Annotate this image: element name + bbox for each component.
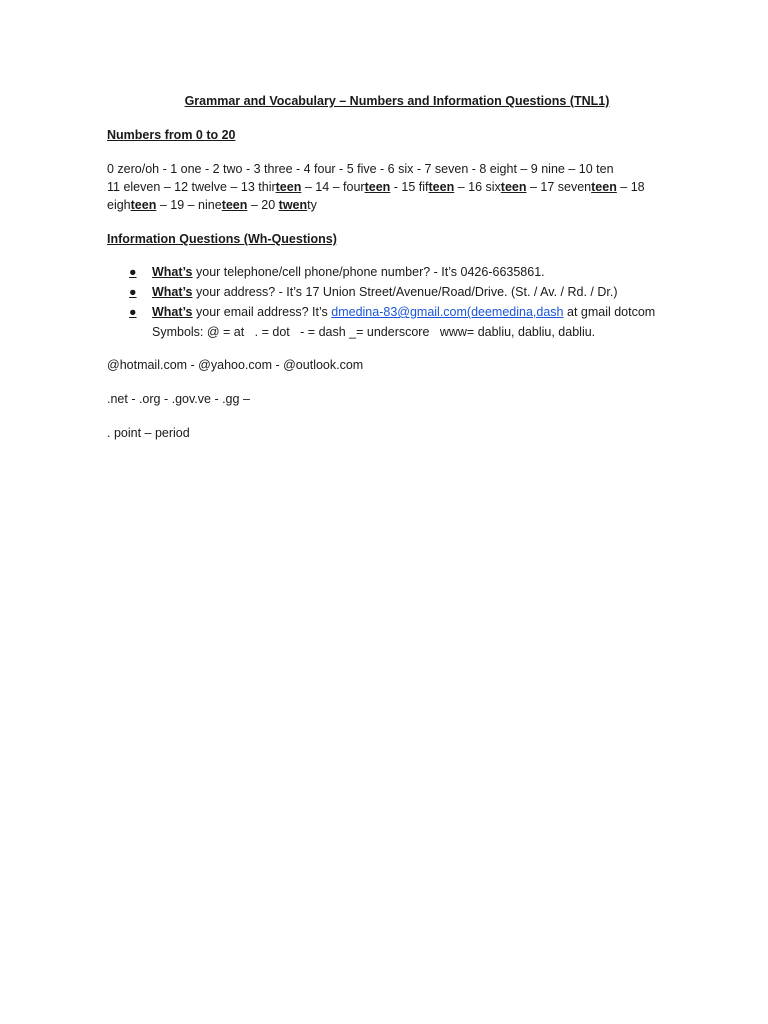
- numbers-line-2: [107, 178, 687, 196]
- text-run: - 15 fif: [390, 180, 429, 194]
- list-item: [107, 282, 687, 302]
- teen-suffix: teen: [275, 180, 302, 194]
- question-lead: What’s: [152, 265, 193, 279]
- teen-suffix: teen: [364, 180, 391, 194]
- bullet-icon: ●: [129, 285, 137, 299]
- symbols-line: Symbols: @ = at . = dot - = dash _= underscore www= dabliu, dabliu, dabliu.: [152, 325, 596, 339]
- question-text: your email address? It’s: [192, 305, 332, 319]
- tld-line: .net - .org - .gov.ve - .gg –: [107, 392, 250, 406]
- numbers-line-1: 0 zero/oh - 1 one - 2 two - 3 three - 4 four - 5 five - 6 six - 7 seven - 8 eight – 9 nine – 10 ten: [107, 162, 614, 176]
- numbers-heading: Numbers from 0 to 20: [107, 128, 236, 142]
- question-text: your telephone/cell phone/phone number? - It’s 0426-6635861.: [192, 265, 545, 279]
- list-item: [107, 262, 687, 282]
- text-run: – 16 six: [454, 180, 501, 194]
- question-text: your address? - It’s 17 Union Street/Avenue/Road/Drive. (St. / Av. / Rd. / Dr.): [192, 285, 618, 299]
- twen-prefix: twen: [278, 198, 308, 212]
- questions-list: [107, 262, 687, 322]
- text-run: – 18: [616, 180, 645, 194]
- question-text-after: at gmail dotcom: [563, 305, 656, 319]
- point-line: . point – period: [107, 426, 190, 440]
- teen-suffix: teen: [130, 198, 157, 212]
- questions-heading: Information Questions (Wh-Questions): [107, 232, 337, 246]
- teen-suffix: teen: [591, 180, 617, 194]
- email-link[interactable]: dmedina-83@gmail.com(deemedina,dash: [331, 305, 564, 319]
- document-title: Grammar and Vocabulary – Numbers and Information Questions (TNL1): [184, 94, 610, 108]
- text-run: – 20: [247, 198, 279, 212]
- teen-suffix: teen: [221, 198, 248, 212]
- text-run: – 17 seven: [526, 180, 592, 194]
- question-lead: What’s: [152, 285, 193, 299]
- text-run: – 19 – nine: [156, 198, 222, 212]
- list-item: [107, 302, 687, 322]
- bullet-icon: ●: [129, 265, 137, 279]
- text-run: – 14 – four: [301, 180, 365, 194]
- document-page: [107, 92, 687, 442]
- email-domains-line: @hotmail.com - @yahoo.com - @outlook.com: [107, 358, 364, 372]
- text-run: eigh: [107, 198, 131, 212]
- teen-suffix: teen: [500, 180, 527, 194]
- bullet-icon: ●: [129, 305, 137, 319]
- teen-suffix: teen: [428, 180, 455, 194]
- numbers-line-3: [107, 196, 687, 214]
- numbers-paragraph: [107, 160, 687, 214]
- text-run: ty: [307, 198, 317, 212]
- text-run: 11 eleven – 12 twelve – 13 thir: [107, 180, 276, 194]
- question-lead: What’s: [152, 305, 193, 319]
